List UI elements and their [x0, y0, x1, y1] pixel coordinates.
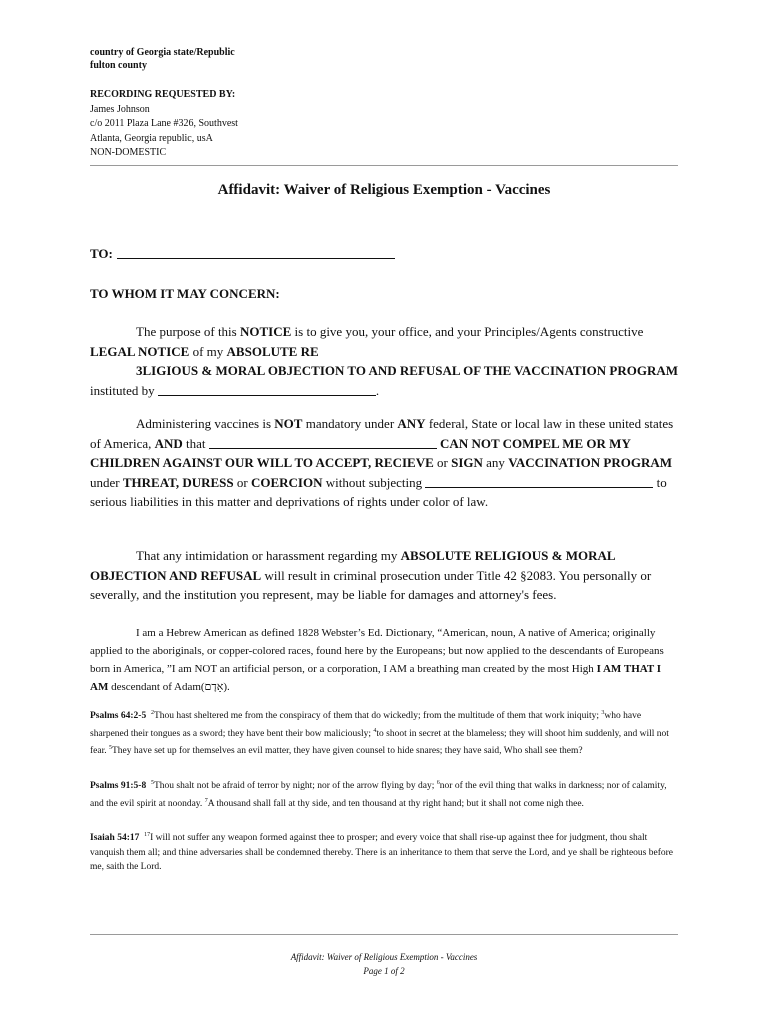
- text-run: federal, State or local law in these united states of America,: [90, 416, 674, 451]
- verse-reference: Isaiah 54:17: [90, 833, 140, 844]
- document-page: [90, 0, 678, 1024]
- verse-text: Thou hast sheltered me from the conspiracy of them that do wickedly; from the multitude of them that work iniquity;: [153, 711, 602, 722]
- verse-text: nor of the evil thing that walks in darkness; nor of calamity, and the evil spirit at noonday.: [90, 781, 667, 809]
- jurisdiction-header: [90, 46, 678, 72]
- recording-name: James Johnson: [90, 103, 150, 115]
- bold-run: ABSOLUTE RELIGIOUS & MORAL OBJECTION AND REFUSAL: [90, 548, 615, 583]
- text-run: or: [433, 455, 452, 470]
- verse-number: 17: [144, 832, 151, 838]
- verse-text: They have set up for themselves an evil matter, they have given counsel to hide snares; they have said, Who shall see them?: [112, 746, 583, 757]
- bold-run: COERCION: [250, 474, 323, 490]
- verse-number: 7: [204, 797, 208, 804]
- footer-title: Affidavit: Waiver of Religious Exemption - Vaccines: [290, 952, 478, 962]
- bold-run: LEGAL NOTICE: [90, 343, 190, 359]
- text-run: that: [182, 435, 209, 451]
- text-run: That any intimidation or harassment regarding my: [136, 548, 401, 563]
- jurisdiction-line-2: fulton county: [90, 60, 147, 71]
- bold-run: 3LIGIOUS & MORAL OBJECTION TO AND REFUSAL OF THE VACCINATION PROGRAM: [136, 363, 678, 378]
- bold-run: CAN NOT COMPEL ME OR MY CHILDREN AGAINST OUR WILL TO ACCEPT, RECIEVE: [90, 435, 631, 470]
- text-run: instituted by: [90, 382, 158, 398]
- document-title: Affidavit: Waiver of Religious Exemption - Vaccines: [217, 182, 551, 198]
- salutation: TO WHOM IT MAY CONCERN:: [90, 286, 280, 301]
- verse-number: 6: [436, 780, 440, 786]
- verse-number: 4: [373, 727, 377, 734]
- verse-number: 5: [150, 780, 154, 786]
- recording-label: RECORDING REQUESTED BY:: [90, 89, 236, 100]
- text-run: any: [482, 455, 509, 470]
- text-run: descendant of Adam(אָדָם).: [108, 681, 230, 693]
- text-run: or: [233, 474, 251, 490]
- bold-run: ANY: [397, 416, 426, 431]
- compel-blank[interactable]: [209, 436, 437, 449]
- instituted-by-blank[interactable]: [158, 383, 376, 396]
- scripture-psalms-64: [90, 706, 678, 759]
- identity-paragraph: [90, 624, 678, 696]
- bold-run: THREAT, DURESS: [122, 474, 234, 490]
- verse-reference: Psalms 64:2-5: [90, 711, 147, 722]
- notice-paragraph: [90, 322, 678, 400]
- verse-number: 2: [150, 710, 154, 716]
- text-run: is to give you, your office, and your Principles/Agents constructive: [291, 324, 644, 339]
- subjecting-blank[interactable]: [425, 475, 653, 488]
- verse-text: who have sharpened their tongues as a sword; they have bent their bow maliciously;: [90, 711, 642, 739]
- text-run: I am a Hebrew American as defined 1828 Webster’s Ed. Dictionary, “American, noun, A native of America; originally applied to the aboriginals, or copper-colored races, found here by the Europeans; but now applied to the descendants of Europeans born in America, ”I am NOT an artificial person, or a corporation, I AM a breathing man created by the most High: [90, 627, 664, 675]
- text-run: will result in criminal prosecution under Title 42 §2083. You personally or severally, and the institution you represent, may be liable for damages and attorney's fees.: [90, 567, 652, 602]
- footer-page-number: Page 1 of 2: [363, 966, 405, 976]
- verse-text: A thousand shall fall at thy side, and ten thousand at thy right hand; but it shall not come nigh thee.: [207, 798, 584, 809]
- vaccines-paragraph: [90, 414, 678, 512]
- to-label: TO:: [90, 246, 113, 261]
- bold-run: NOT: [274, 416, 303, 431]
- bold-run: ABSOLUTE RE: [226, 343, 319, 359]
- verse-number: 5: [109, 745, 112, 752]
- harassment-paragraph: [90, 546, 678, 605]
- text-run: of my: [189, 343, 227, 359]
- scripture-psalms-91: [90, 776, 678, 811]
- header-divider: [90, 165, 678, 166]
- recording-status: NON-DOMESTIC: [90, 147, 167, 158]
- text-run: The purpose of this: [136, 324, 240, 339]
- text-run: Administering vaccines is: [136, 416, 275, 431]
- recording-block: [90, 88, 678, 161]
- to-line: [90, 246, 678, 262]
- recording-address-1: c/o 2011 Plaza Lane #326, Southvest: [90, 118, 238, 129]
- recording-address-2: Atlanta, Georgia republic, usA: [90, 132, 213, 144]
- bold-run: VACCINATION PROGRAM: [508, 455, 673, 470]
- bold-run: AND: [154, 435, 183, 451]
- bold-run: SIGN: [451, 455, 483, 470]
- text-run: under: [90, 474, 123, 490]
- verse-text: I will not suffer any weapon formed against thee to prosper; and every voice that shall rise-up against thee for judgment, thou shalt vanquish them all; and thine adversaries shall be condemned thereby. There is an inheritance to them that serve the Lord, and ye shall be righteous before me, saith the Lord.: [90, 833, 673, 873]
- bold-run: NOTICE: [239, 324, 292, 339]
- verse-reference: Psalms 91:5-8: [90, 781, 147, 792]
- verse-text: Thou shalt not be afraid of terror by night; nor of the arrow flying by day;: [153, 781, 437, 792]
- jurisdiction-line-1: country of Georgia state/Republic: [90, 47, 235, 58]
- to-blank-line[interactable]: [117, 247, 395, 259]
- footer-divider: [90, 934, 678, 935]
- text-run: without subjecting: [322, 474, 426, 490]
- verse-number: 3: [601, 710, 605, 716]
- verse-text: to shoot in secret at the blameless; they will shoot him suddenly, and will not fear.: [90, 728, 669, 757]
- text-run: mandatory under: [302, 416, 398, 431]
- scripture-isaiah-54: [90, 828, 678, 875]
- text-run: .: [375, 382, 380, 398]
- bold-run: I AM THAT I AM: [90, 663, 662, 693]
- text-run: to serious liabilities in this matter and deprivations of rights under color of law.: [90, 474, 667, 509]
